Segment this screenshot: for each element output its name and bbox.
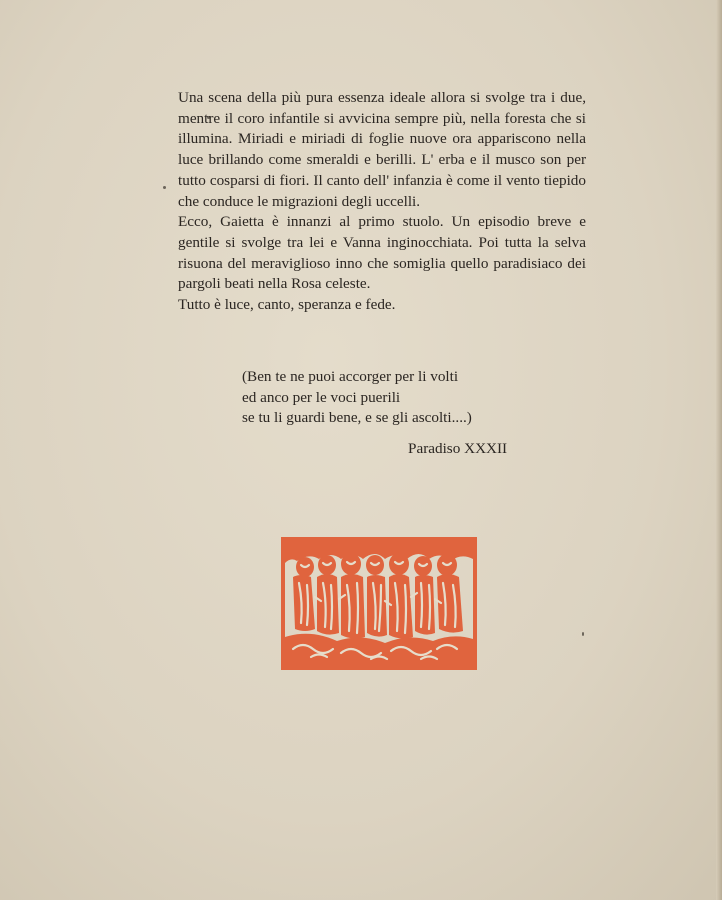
verse-line-3: se tu li guardi bene, e se gli ascolti....) bbox=[242, 409, 472, 426]
paper-speck bbox=[582, 632, 584, 636]
paragraph-3: Tutto è luce, canto, speranza e fede. bbox=[178, 296, 396, 314]
citation: Paradiso XXXII bbox=[408, 440, 508, 457]
paper-speck bbox=[163, 186, 166, 189]
body-text bbox=[178, 88, 586, 316]
verse-quotation bbox=[242, 367, 542, 429]
paragraph-2: Ecco, Gaietta è innanzi al primo stuolo. Un episodio breve e gentile si svolge tra lei e Vanna inginocchiata. Poi tutta la selva risuona del meraviglioso inno che somiglia quello paradisiaco dei pargoli beati nella Rosa celeste. bbox=[178, 213, 586, 293]
woodcut-illustration bbox=[281, 537, 477, 670]
verse-line-1: (Ben te ne puoi accorger per li volti bbox=[242, 368, 459, 385]
page-edge bbox=[716, 0, 722, 900]
verse-line-2: ed anco per le voci puerili bbox=[242, 388, 401, 406]
paragraph-1: Una scena della più pura essenza ideale allora si svolge tra i due, mentre il coro infantile si avvicina sempre più, nella foresta che si illumina. Miriadi e miriadi di foglie nuove ora appariscono nella luce brillando come smeraldi e berilli. L' erba e il musco son per tutto cosparsi di fiori. Il canto dell' infanzia è come il vento tiepido che conduce le migrazioni degli uccelli. bbox=[178, 89, 586, 210]
